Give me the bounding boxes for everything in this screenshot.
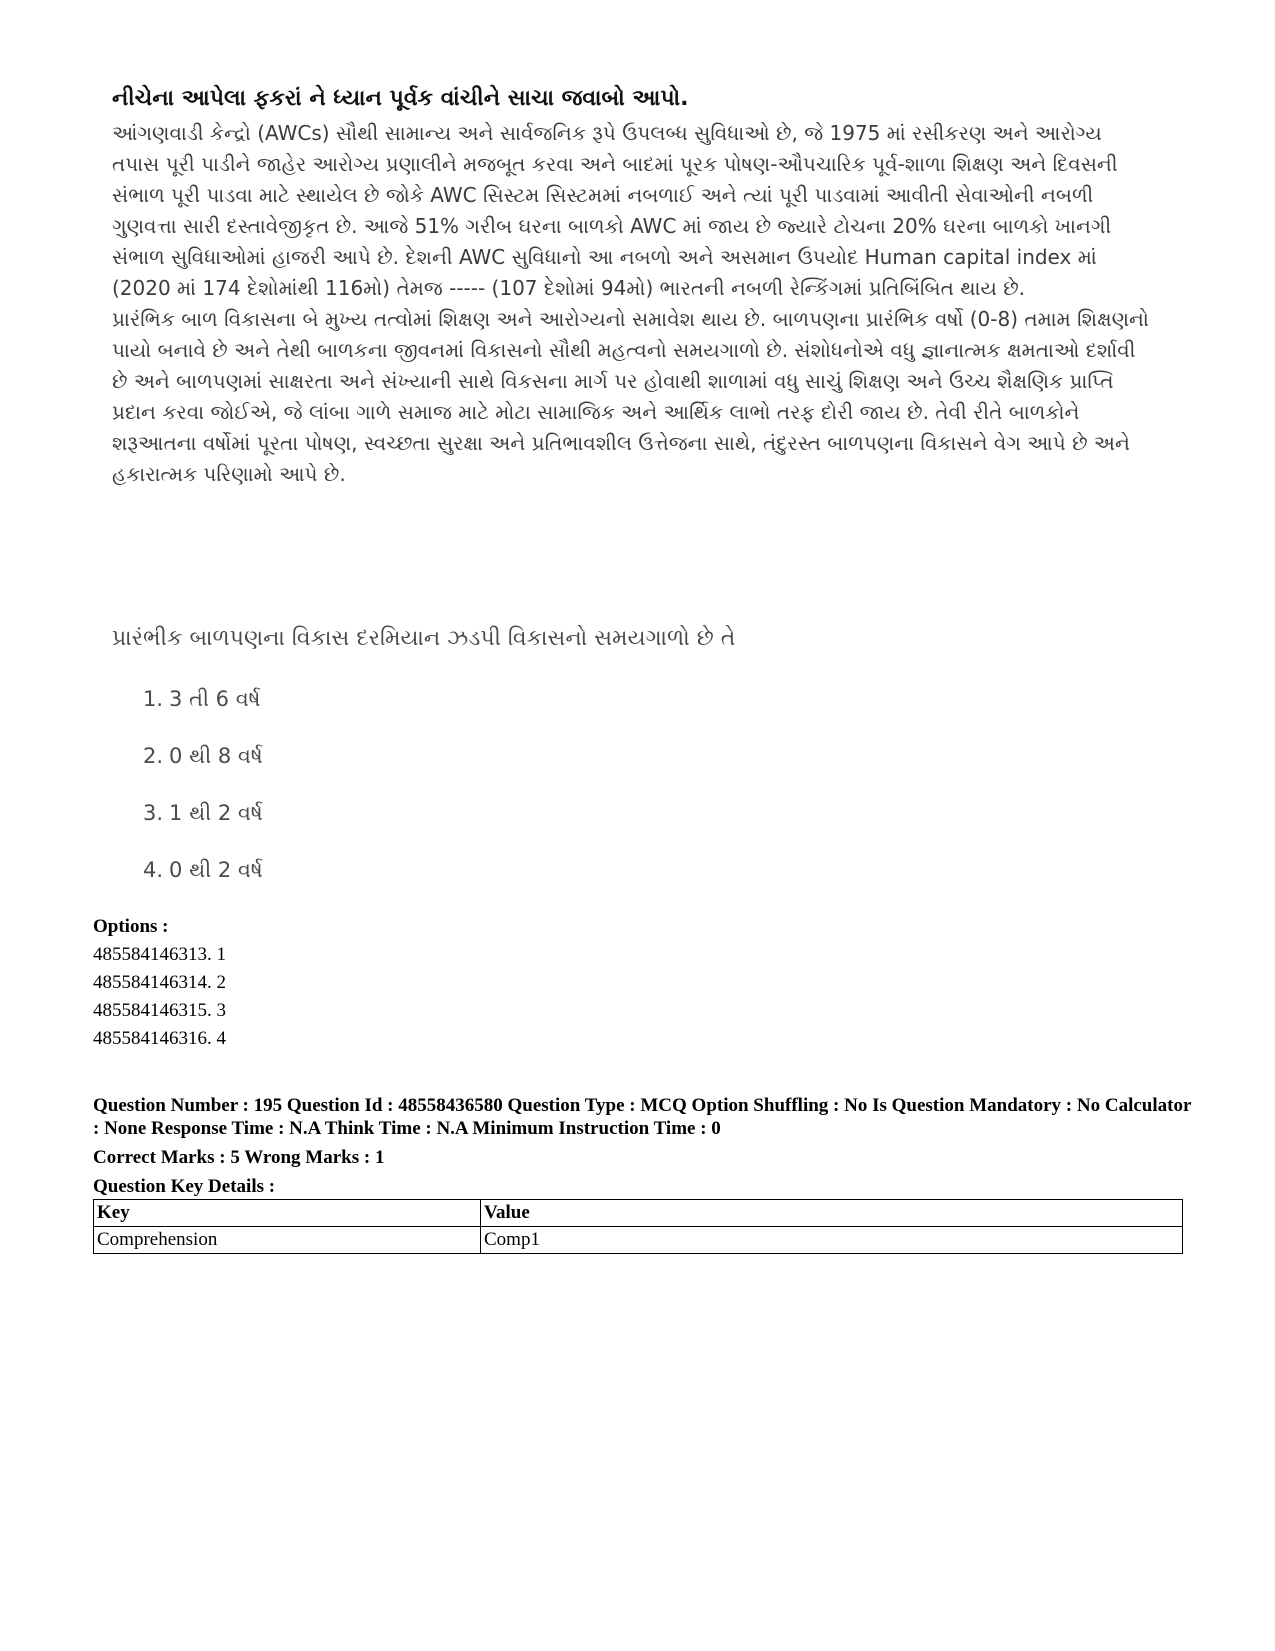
choice-text: 3 તી 6 વર્ષ (169, 687, 261, 711)
choice-number: 3. (143, 801, 164, 825)
table-row (94, 1227, 1183, 1254)
passage-image (112, 84, 1152, 490)
table-cell: Comprehension (94, 1227, 481, 1254)
choice-text: 1 થી 2 વર્ષ (169, 801, 263, 825)
choice-text: 0 થી 8 વર્ષ (169, 744, 263, 768)
option-item: 485584146316. 4 (93, 1028, 226, 1049)
question-meta-line: Question Number : 195 Question Id : 48558436580 Question Type : MCQ Option Shuffling : No Is Question Mandatory : No Calculator : None Response Time : N.A Think Time : N.A Minimum Instruction Time : 0 (93, 1095, 1192, 1139)
option-item: 485584146313. 1 (93, 944, 226, 965)
marks-line: Correct Marks : 5 Wrong Marks : 1 (93, 1147, 385, 1168)
question-meta (93, 1094, 1193, 1198)
table-header-row (94, 1200, 1183, 1227)
table-header-cell: Key (94, 1200, 481, 1227)
passage-paragraph-2: પ્રારંભિક બાળ વિકાસના બે મુખ્ય તત્વોમાં શિક્ષણ અને આરોગ્યનો સમાવેશ થાય છે. બાળપણના પ્રારંભિક વર્ષો (0-8) તમામ શિક્ષણનો પાયો બનાવે છે અને તેથી બાળકના જીવનમાં વિકાસનો સૌથી મહત્વનો સમયગાળો છે. સંશોધનોએ વધુ જ્ઞાનાત્મક ક્ષમતાઓ દર્શાવી છે અને બાળપણમાં સાક્ષરતા અને સંખ્યાની સાથે વિકસના માર્ગ પર હોવાથી શાળામાં વધુ સાચું શિક્ષણ અને ઉચ્ચ શૈક્ષણિક પ્રાપ્તિ પ્રદાન કરવા જોઈએ, જે લાંબા ગાળે સમાજ માટે મોટા સામાજિક અને આર્થિક લાભો તરફ દોરી જાય છે. તેવી રીતે બાળકોને શરૂઆતના વર્ષોમાં પૂરતા પોષણ, સ્વચ્છતા સુરક્ષા અને પ્રતિભાવશીલ ઉત્તેજના સાથે, તંદુરસ્ત બાળપણના વિકાસને વેગ આપે છે અને હકારાત્મક પરિણામો આપે છે. (112, 307, 1149, 486)
choice-item (143, 741, 263, 798)
passage-paragraph-1: આંગણવાડી કેન્દ્રો (AWCs) સૌથી સામાન્ય અને સાર્વજનિક રૂપે ઉપલબ્ધ સુવિધાઓ છે, જે 1975 માં રસીકરણ અને આરોગ્ય તપાસ પૂરી પાડીને જાહેર આરોગ્ય પ્રણાલીને મજબૂત કરવા અને બાદમાં પૂરક પોષણ-ઔપચારિક પૂર્વ-શાળા શિક્ષણ અને દિવસની સંભાળ પૂરી પાડવા માટે સ્થાયેલ છે જોકે AWC સિસ્ટમ સિસ્ટમમાં નબળાઈ અને ત્યાં પૂરી પાડવામાં આવીતી સેવાઓની નબળી ગુણવત્તા સારી દસ્તાવેજીકૃત છે. આજે 51% ગરીબ ઘરના બાળકો AWC માં જાય છે જ્યારે ટોચના 20% ઘરના બાળકો ખાનગી સંભાળ સુવિધાઓમાં હાજરી આપે છે. દેશની AWC સુવિધાનો આ નબળો અને અસમાન ઉપયોદ Human capital index માં (2020 માં 174 દેશોમાંથી 116મો) તેમજ ----- (107 દેશોમાં 94મો) ભારતની નબળી રેન્કિંગમાં પ્રતિબિંબિત થાય છે. (112, 121, 1118, 300)
table-cell: Comp1 (481, 1227, 1183, 1254)
choice-item (143, 684, 263, 741)
choice-text: 0 થી 2 વર્ષ (169, 858, 263, 882)
options-block (93, 913, 226, 1053)
choice-number: 2. (143, 744, 164, 768)
option-item: 485584146315. 3 (93, 1000, 226, 1021)
choice-list (143, 684, 263, 912)
choice-number: 1. (143, 687, 164, 711)
passage-heading: નીચેના આપેલા ફકરાં ને ધ્યાન પૂર્વક વાંચીને સાચા જવાબો આપો. (112, 86, 689, 111)
option-item: 485584146314. 2 (93, 972, 226, 993)
question-text: પ્રારંભીક બાળપણના વિકાસ દરમિયાન ઝડપી વિકાસનો સમયગાળો છે તે (112, 626, 736, 651)
table-header-cell: Value (481, 1200, 1183, 1227)
choice-item (143, 798, 263, 855)
key-details-table (93, 1199, 1183, 1254)
key-details-title: Question Key Details : (93, 1176, 276, 1197)
options-title: Options : (93, 916, 169, 937)
choice-item (143, 855, 263, 912)
choice-number: 4. (143, 858, 164, 882)
